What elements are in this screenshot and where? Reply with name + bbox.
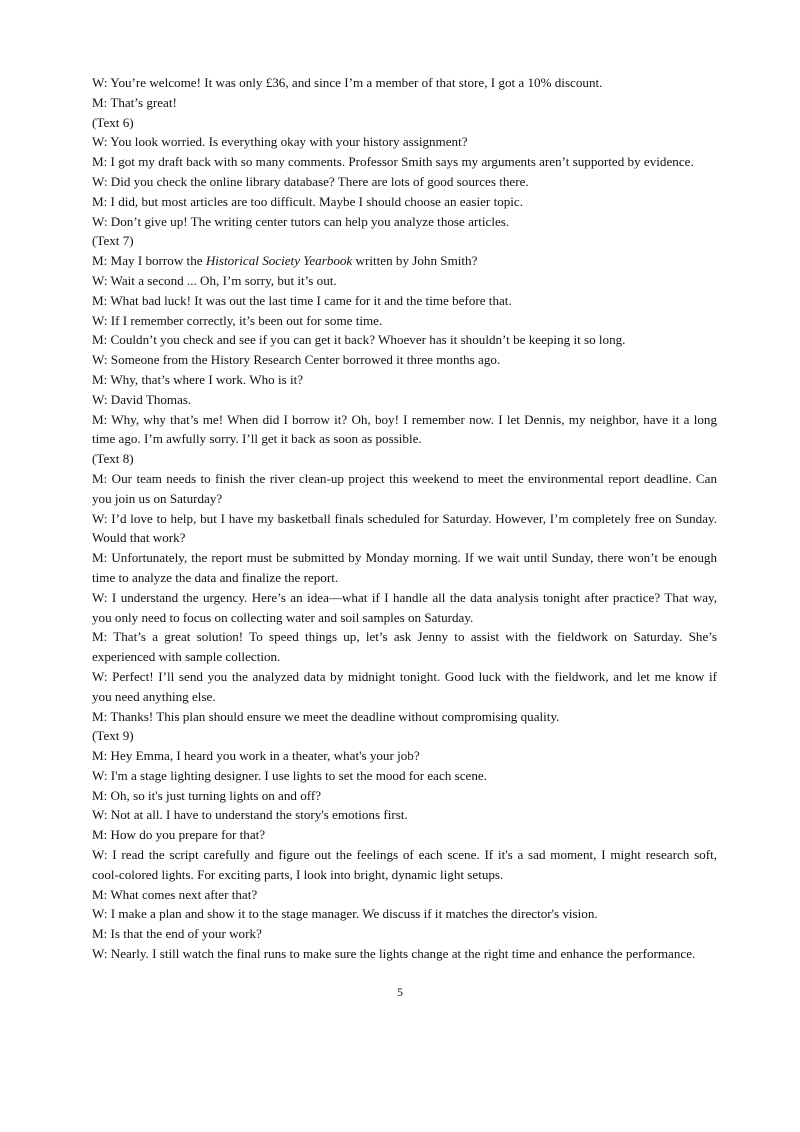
dialogue-line: M: Unfortunately, the report must be submitted by Monday morning. If we wait until Sunday, there won’t be enough xyxy=(92,550,717,566)
book-title: Historical Society Yearbook xyxy=(205,253,353,269)
dialogue-line: W: If I remember correctly, it’s been out for some time. xyxy=(92,312,383,328)
dialogue-line-continuation: cool-colored lights. For exciting parts, I look into bright, dynamic light setups. xyxy=(92,866,504,882)
dialogue-line: M: Couldn’t you check and see if you can get it back? Whoever has it shouldn’t be keeping it so long. xyxy=(92,332,626,348)
dialogue-line-continuation: you need anything else. xyxy=(92,688,216,704)
dialogue-line: M: Why, that’s where I work. Who is it? xyxy=(92,371,304,387)
dialogue-line: M: What bad luck! It was out the last time I came for it and the time before that. xyxy=(92,292,512,308)
dialogue-line: M: Why, why that’s me! When did I borrow it? Oh, boy! I remember now. I let Dennis, my neighbor, have it a long xyxy=(92,411,717,427)
dialogue-line: W: You’re welcome! It was only £36, and since I’m a member of that store, I got a 10% discount. xyxy=(92,75,603,90)
dialogue-line-continuation: time ago. I’m awfully sorry. I’ll get it back as soon as possible. xyxy=(92,431,422,447)
section-heading: (Text 6) xyxy=(92,114,134,130)
dialogue-line: M: Oh, so it's just turning lights on and off? xyxy=(92,787,322,803)
dialogue-line-continuation: Would that work? xyxy=(92,530,186,546)
dialogue-line: W: Perfect! I’ll send you the analyzed data by midnight tonight. Good luck with the fieldwork, and let me know if xyxy=(92,668,717,684)
dialogue-line: W: Wait a second ... Oh, I’m sorry, but it’s out. xyxy=(92,272,337,288)
dialogue-line: W: David Thomas. xyxy=(92,391,192,407)
dialogue-line: W: Not at all. I have to understand the story's emotions first. xyxy=(92,807,408,823)
dialogue-text: written by John Smith? xyxy=(352,253,478,269)
dialogue-line-continuation: experienced with sample collection. xyxy=(92,649,281,665)
dialogue-line: M: Is that the end of your work? xyxy=(92,926,262,942)
dialogue-line xyxy=(92,251,717,271)
dialogue-text: M: May I borrow the xyxy=(92,253,206,269)
dialogue-line: M: I got my draft back with so many comments. Professor Smith says my arguments aren’t supported by evidence. xyxy=(92,154,694,170)
dialogue-line-continuation: you join us on Saturday? xyxy=(92,490,223,506)
dialogue-line: W: Someone from the History Research Center borrowed it three months ago. xyxy=(92,352,501,368)
dialogue-line: M: That’s great! xyxy=(92,94,177,110)
dialogue-line: W: You look worried. Is everything okay with your history assignment? xyxy=(92,134,468,150)
dialogue-line-continuation: time to analyze the data and finalize the report. xyxy=(92,569,339,585)
page-number: 5 xyxy=(397,985,403,999)
dialogue-line: W: I read the script carefully and figure out the feelings of each scene. If it's a sad moment, I might research soft, xyxy=(92,847,717,863)
dialogue-line: M: Thanks! This plan should ensure we meet the deadline without compromising quality. xyxy=(92,708,560,724)
dialogue-paragraphs xyxy=(92,410,717,964)
dialogue-line: M: Hey Emma, I heard you work in a theater, what's your job? xyxy=(92,748,420,764)
document-body xyxy=(92,73,717,964)
section-heading: (Text 8) xyxy=(92,451,134,467)
dialogue-line: M: That’s a great solution! To speed things up, let’s ask Jenny to assist with the fieldwork on Saturday. She’s xyxy=(92,629,717,645)
section-heading: (Text 9) xyxy=(92,728,134,744)
dialogue-line: W: I make a plan and show it to the stage manager. We discuss if it matches the director's vision. xyxy=(92,906,598,922)
dialogue-line: W: I'm a stage lighting designer. I use lights to set the mood for each scene. xyxy=(92,767,487,783)
section-heading: (Text 7) xyxy=(92,233,134,249)
dialogue-line: W: Nearly. I still watch the final runs to make sure the lights change at the right time and enhance the performance. xyxy=(92,946,696,962)
dialogue-line: W: I understand the urgency. Here’s an idea—what if I handle all the data analysis tonight after practice? That way, xyxy=(92,589,717,605)
dialogue-line: M: Our team needs to finish the river clean-up project this weekend to meet the environmental report deadline. Can xyxy=(92,470,717,486)
dialogue-line: W: I’d love to help, but I have my basketball finals scheduled for Saturday. However, I’m completely free on Sunday. xyxy=(92,510,717,526)
dialogue-line: M: What comes next after that? xyxy=(92,886,258,902)
dialogue-line: W: Did you check the online library database? There are lots of good sources there. xyxy=(92,173,529,189)
dialogue-line: M: I did, but most articles are too difficult. Maybe I should choose an easier topic. xyxy=(92,193,524,209)
dialogue-line-continuation: you only need to focus on collecting water and soil samples on Saturday. xyxy=(92,609,474,625)
dialogue-line: M: How do you prepare for that? xyxy=(92,827,266,843)
dialogue-line: W: Don’t give up! The writing center tutors can help you analyze those articles. xyxy=(92,213,510,229)
